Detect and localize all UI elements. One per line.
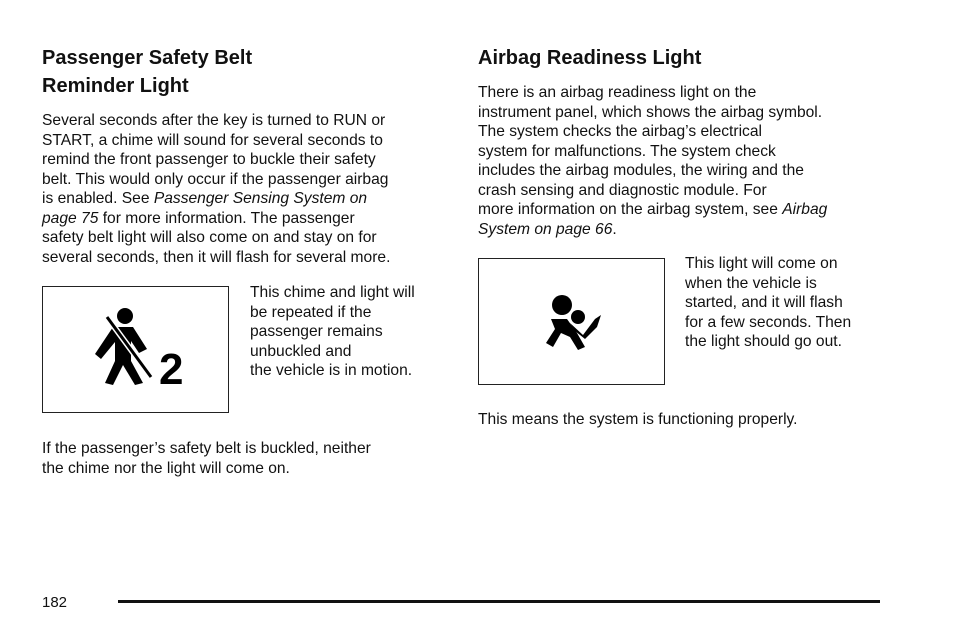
airbag-closing-text: This means the system is functioning properly.: [478, 411, 798, 428]
footer-rule: [118, 600, 880, 603]
text-line: when the vehicle is: [685, 274, 817, 292]
text-line: be repeated if the: [250, 303, 372, 321]
text-line: includes the airbag modules, the wiring and the: [478, 162, 804, 179]
heading-line: Reminder Light: [42, 75, 189, 97]
seatbelt-numeral: 2: [159, 345, 184, 394]
text-line: START, a chime will sound for several seconds to: [42, 131, 383, 149]
text-line: instrument panel, which shows the airbag symbol.: [478, 103, 823, 121]
text-line: more information on the airbag system, see: [478, 201, 783, 218]
text-line: the vehicle is in motion.: [250, 362, 413, 379]
text-line: system for malfunctions. The system check: [478, 142, 776, 160]
text-line: the light should go out.: [685, 333, 842, 350]
page-number: 182: [42, 594, 68, 611]
passenger-belt-side-text: [250, 283, 450, 381]
text-line: several seconds, then it will flash for several more.: [42, 248, 391, 266]
text-line: There is an airbag readiness light on the: [478, 84, 757, 101]
cross-reference-link[interactable]: page 75: [42, 209, 99, 227]
text-line: safety belt light will also come on and stay on for: [42, 229, 377, 246]
cross-reference-link[interactable]: Airbag: [782, 201, 828, 218]
airbag-paragraph: [478, 83, 898, 239]
text-line: the chime nor the light will come on.: [42, 459, 290, 477]
heading-line: Passenger Safety Belt: [42, 47, 253, 69]
text-line: If the passenger’s safety belt is buckled, neither: [42, 440, 371, 457]
section-heading-passenger-belt: [42, 44, 252, 100]
text-line: The system checks the airbag’s electrical: [478, 123, 762, 140]
text-line: passenger remains: [250, 323, 383, 340]
passenger-belt-paragraph: [42, 111, 452, 267]
passenger-seatbelt-icon: [43, 287, 230, 414]
text-line: This light will come on: [685, 255, 838, 272]
text-line: .: [612, 220, 617, 238]
text-line: started, and it will flash: [685, 294, 843, 311]
airbag-icon: [479, 259, 666, 386]
cross-reference-link[interactable]: System on page 66: [478, 220, 613, 238]
text-line: is enabled. See: [42, 190, 154, 207]
text-line: This chime and light will: [250, 284, 415, 301]
text-line: belt. This would only occur if the passenger airbag: [42, 170, 389, 188]
passenger-seatbelt-icon-box: [42, 286, 229, 413]
text-line: remind the front passenger to buckle their safety: [42, 151, 376, 168]
text-line: for a few seconds. Then: [685, 313, 852, 331]
text-line: unbuckled and: [250, 342, 352, 360]
section-heading-airbag-light: Airbag Readiness Light: [478, 47, 702, 69]
cross-reference-link[interactable]: Passenger Sensing System on: [153, 190, 368, 207]
passenger-belt-closing-text: [42, 439, 452, 478]
text-line: crash sensing and diagnostic module. For: [478, 181, 767, 199]
airbag-side-text: [685, 254, 905, 352]
text-line: for more information. The passenger: [98, 209, 355, 227]
text-line: Several seconds after the key is turned to RUN or: [42, 112, 386, 129]
airbag-icon-box: [478, 258, 665, 385]
